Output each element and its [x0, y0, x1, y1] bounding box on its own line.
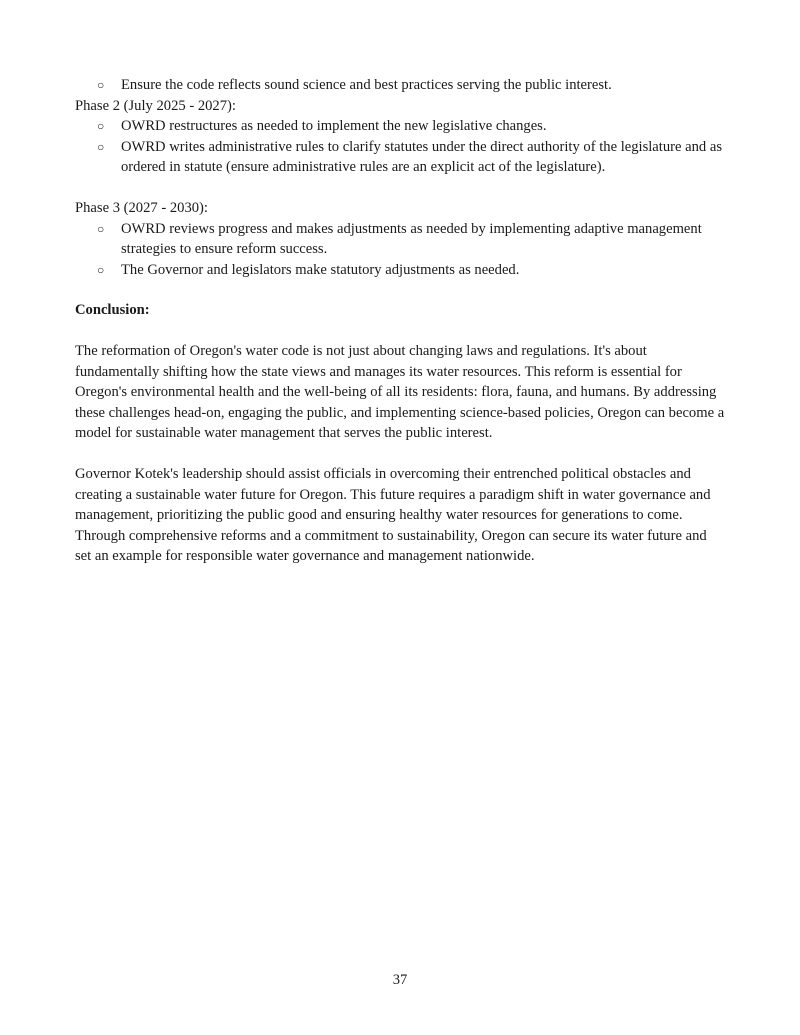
- list-item: [97, 219, 725, 260]
- page-number: 37: [392, 972, 408, 988]
- list-item: [97, 75, 725, 96]
- list-item: [97, 116, 725, 137]
- list-item: [97, 137, 725, 178]
- list-item-text: Ensure the code reflects sound science and best practices serving the public interest.: [121, 77, 612, 93]
- phase-2-section: [75, 96, 725, 178]
- conclusion-paragraph-1: The reformation of Oregon's water code is not just about changing laws and regulations. It's about fundamentally shifting how the state views and manages its water resources. This reform is essential for Oregon's environmental health and the well-being of all its residents: flora, fauna, and humans. By addressing these challenges head-on, engaging the public, and implementing science-based policies, Oregon can become a model for sustainable water management that serves the public interest.: [75, 342, 725, 442]
- phase-2-bullet-list: [75, 116, 725, 178]
- hollow-circle-bullet-icon: ○: [97, 78, 105, 92]
- conclusion-paragraph-2: Governor Kotek's leadership should assist officials in overcoming their entrenched political obstacles and creating a sustainable water future for Oregon. This future requires a paradigm shift in water governance and management, prioritizing the public good and ensuring healthy water resources for generations to come. Through comprehensive reforms and a commitment to sustainability, Oregon can secure its water future and set an example for responsible water governance and management nationwide.: [75, 465, 711, 565]
- hollow-circle-bullet-icon: ○: [97, 139, 105, 154]
- list-item-text: OWRD reviews progress and makes adjustments as needed by implementing adaptive management strategies to ensure reform success.: [121, 220, 702, 258]
- phase-3-section: [75, 198, 725, 280]
- list-item: [97, 260, 725, 281]
- phase-3-heading: Phase 3 (2027 - 2030):: [75, 199, 208, 216]
- phase-3-bullet-list: [75, 219, 725, 281]
- intro-bullet-list: [75, 75, 725, 96]
- list-item-text: OWRD writes administrative rules to clarify statutes under the direct authority of the legislature and as ordered in statute (ensure administrative rules are an explicit act of the legislature).: [121, 138, 723, 176]
- hollow-circle-bullet-icon: ○: [97, 221, 105, 236]
- page-content: [75, 75, 725, 587]
- list-item-text: The Governor and legislators make statutory adjustments as needed.: [121, 261, 520, 278]
- hollow-circle-bullet-icon: ○: [97, 262, 105, 277]
- conclusion-heading: Conclusion:: [75, 302, 150, 319]
- list-item-text: OWRD restructures as needed to implement the new legislative changes.: [121, 118, 547, 135]
- hollow-circle-bullet-icon: ○: [97, 119, 105, 134]
- phase-2-heading: Phase 2 (July 2025 - 2027):: [75, 97, 236, 114]
